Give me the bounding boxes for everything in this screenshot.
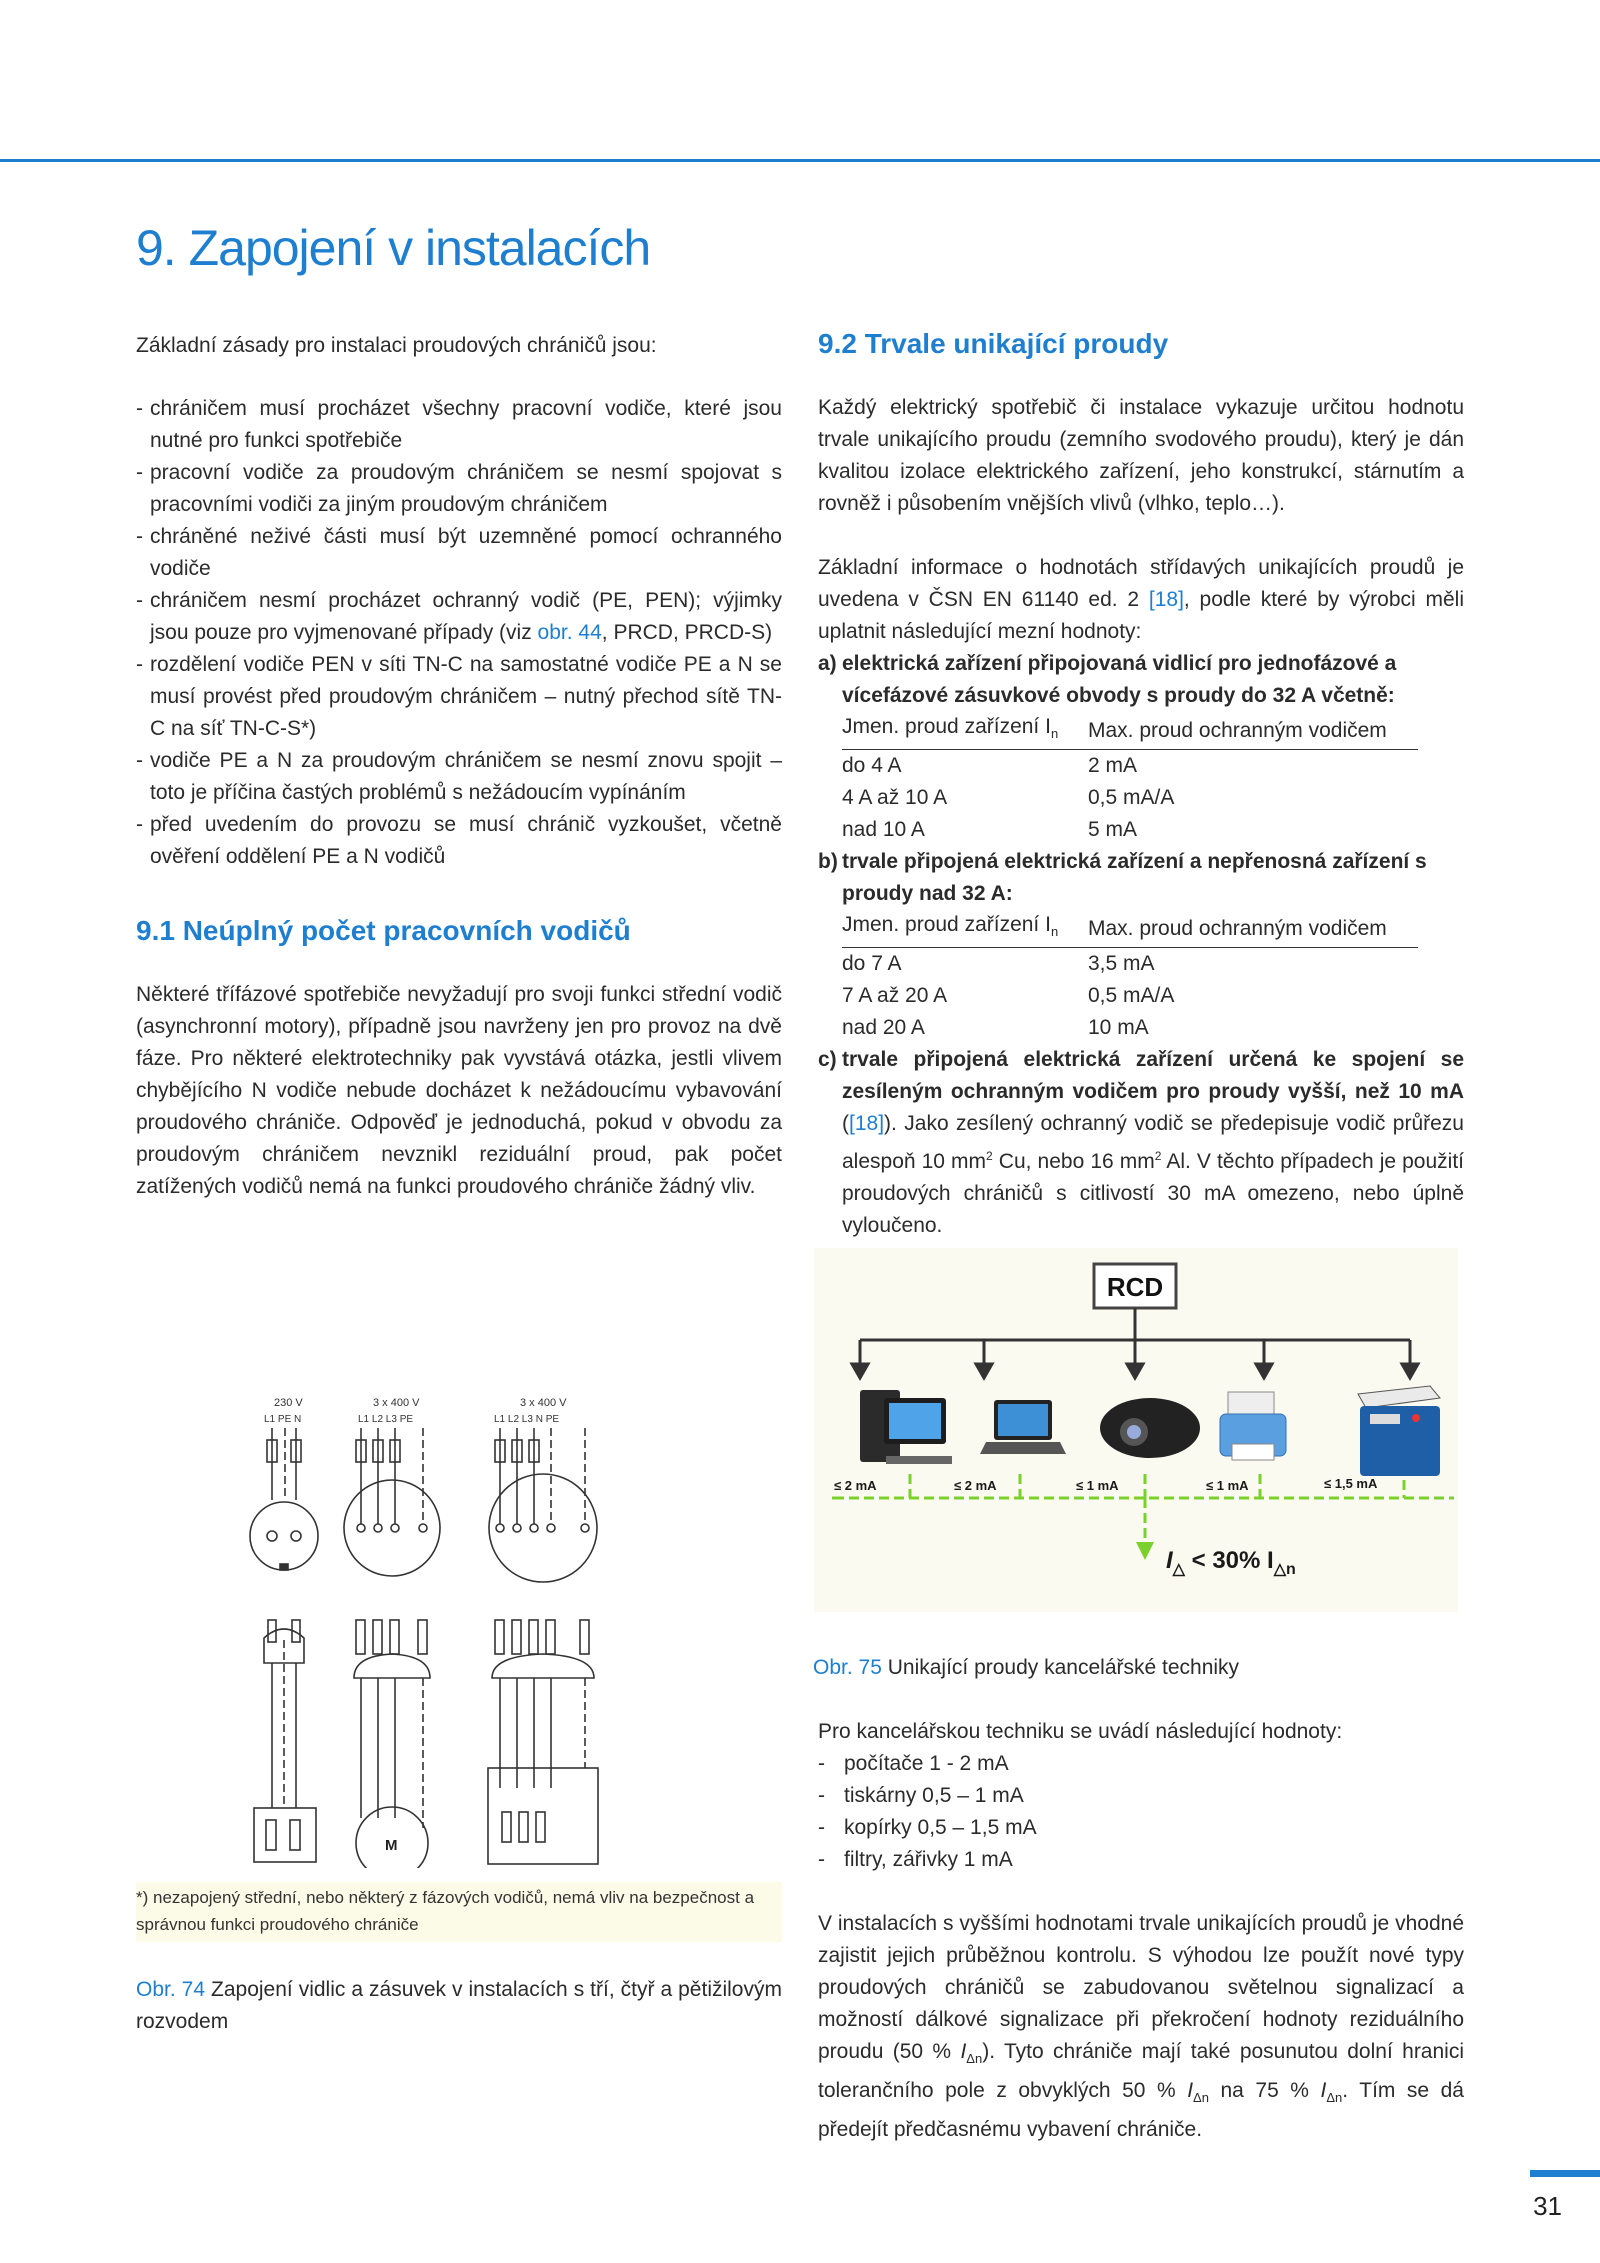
plug-socket-diagram (240, 1388, 620, 1868)
reference-link[interactable]: [18] (1148, 588, 1184, 611)
figure-ref[interactable]: Obr. 74 (136, 1978, 206, 2001)
section-title-9-1: 9.1 Neúplný počet pracovních vodičů (136, 915, 631, 946)
page-marker-bar (1530, 2170, 1600, 2177)
col-header: Jmen. proud zařízení $I_n$ (842, 712, 1088, 750)
laptop-icon (980, 1400, 1066, 1454)
paragraph: Základní informace o hodnotách střídavých unikajících proudů je uvedena v ČSN EN 61140 ed. 2 [18], podle které by výrobci měli uplatnit následující mezní hodnoty: (818, 556, 1464, 643)
voltage-label: 3 x 400 V (373, 1397, 420, 1409)
right-column (818, 326, 1464, 1242)
conductor-label: L1 L2 L3 N PE (494, 1414, 560, 1425)
paragraph: Každý elektrický spotřebič či instalace vykazuje určitou hodnotu trvale unikajícího proudu (zemního svodového proudu), který je dán kvalitou izolace elektrického zařízení, jeho konstrukcí, stárnutím a rovněž i působením vnějších vlivů (vlhko, teplo…). (818, 396, 1464, 515)
list-item: - chráněné neživé části musí být uzemněné pomocí ochranného vodiče (136, 521, 782, 585)
page-number: 31 (1533, 2191, 1562, 2221)
list-item: - počítače 1 - 2 mA (818, 1748, 1464, 1780)
table-a (842, 712, 1418, 846)
item-a: a) elektrická zařízení připojovaná vidlicí pro jednofázové a vícefázové zásuvkové obvody s proudy do 32 A včetně: (818, 652, 1397, 707)
figure-link[interactable]: obr. 44 (537, 621, 602, 644)
list-item: - chráničem nesmí procházet ochranný vodič (PE, PEN); výjimky jsou pouze pro vyjmenované případy (viz obr. 44, PRCD, PRCD-S) (136, 585, 782, 649)
paragraph: V instalacích s vyššími hodnotami trvale unikajících proudů je vhodné zajistit jejich průběžnou kontrolu. S výhodou lze použít nové typy proudových chráničů se zabudovanou světelnou signalizací a možností dálkové signalizace při překročení hodnoty reziduálního proudu (50 % $I_{\Delta n}$). Tyto chrániče mají také posunutou dolní hranici tolerančního pole z obvyklých 50 % $I_{\Delta n}$ na 75 % $I_{\Delta n}$. Tím se dá předejít předčasnému vybavení chrániče. (818, 1912, 1464, 2142)
figure-ref[interactable]: Obr. 75 (813, 1656, 882, 1679)
list-item: - kopírky 0,5 – 1,5 mA (818, 1812, 1464, 1844)
item-b: b) trvale připojená elektrická zařízení a nepřenosná zařízení s proudy nad 32 A: (818, 850, 1427, 906)
table-row: nad 10 A 5 mA (842, 818, 1138, 842)
section-text-9-1: Některé třífázové spotřebiče nevyžadují pro svoji funkci střední vodič (asynchronní motory), případně jsou navrženy jen pro provoz na dvě fáze. Pro některé elektrotechniky pak vyvstává otázka, jestli vlivem chybějícího N vodiče nebude docházet k nežádoucímu vybavování proudového chrániče. Odpověď je jednoduchá, pokud v obvodu za proudovým chráničem nevznikl reziduální proud, pak počet zatížených vodičů nemá na funkci proudového chrániče žádný vliv. (136, 983, 782, 1198)
col-header: Jmen. proud zařízení $I_n$ (842, 910, 1088, 948)
leakage-label: ≤ 1 mA (1206, 1478, 1249, 1493)
list-item: - pracovní vodiče za proudovým chráničem se nesmí spojovat s pracovními vodiči za jiným proudovým chráničem (136, 457, 782, 521)
left-column (136, 330, 782, 1203)
leakage-label: ≤ 1,5 mA (1324, 1476, 1378, 1491)
conductor-label: L1 L2 L3 PE (358, 1414, 414, 1425)
rules-list (136, 393, 782, 873)
list-item: - před uvedením do provozu se musí chránič vyzkoušet, včetně ověření oddělení PE a N vodičů (136, 809, 782, 873)
copier-icon (1358, 1386, 1440, 1476)
leakage-label: ≤ 2 mA (834, 1478, 877, 1493)
table-row: nad 20 A 10 mA (842, 1016, 1149, 1040)
office-values-list (813, 1748, 1464, 1876)
table-row: 7 A až 20 A 0,5 mA/A (842, 984, 1175, 1008)
table-row: do 4 A 2 mA (842, 754, 1138, 778)
list-item: - chráničem musí procházet všechny pracovní vodiče, které jsou nutné pro funkci spotřebiče (136, 393, 782, 457)
header-rule (0, 159, 1600, 162)
leakage-label: ≤ 2 mA (954, 1478, 997, 1493)
voltage-label: 3 x 400 V (520, 1397, 567, 1409)
motor-label: M (385, 1837, 398, 1854)
reference-link[interactable]: [18] (849, 1112, 885, 1136)
projector-icon (1100, 1398, 1200, 1458)
item-c: c) trvale připojená elektrická zařízení určená ke spojení se zesíleným ochranným vodičem pro proudy vyšší, než 10 mA ([18]). Jako zesílený ochranný vodič se předepisuje vodič průřezu alespoň 10 $mm^2$ Cu, nebo 16 $mm^2$ Al. V těchto případech je použití proudových chráničů s citlivostí 30 mA omezeno, nebo úplně vyloučeno. (818, 1048, 1464, 1238)
list-item: - vodiče PE a N za proudovým chráničem se nesmí znovu spojit – toto je příčina častých problémů s nežádoucím vypínáním (136, 745, 782, 809)
list-item: - rozdělení vodiče PEN v síti TN-C na samostatné vodiče PE a N se musí provést před proudovým chráničem – nutný přechod sítě TN-C na síť TN-C-S*) (136, 649, 782, 745)
col-header: Max. proud ochranným vodičem (1088, 712, 1418, 750)
col-header: Max. proud ochranným vodičem (1088, 910, 1418, 948)
list-item: - filtry, zářivky 1 mA (818, 1844, 1464, 1876)
leakage-formula: $I_\triangle < 30\%$ $I_{\triangle n}$ (1166, 1547, 1296, 1578)
table-row: do 7 A 3,5 mA (842, 952, 1155, 976)
voltage-label: 230 V (274, 1397, 303, 1409)
figure-75-caption: Obr. 75 Unikající proudy kancelářské techniky (813, 1656, 1240, 1679)
section-title-9-2: 9.2 Trvale unikající proudy (818, 328, 1169, 359)
leakage-label: ≤ 1 mA (1076, 1478, 1119, 1493)
office-intro: Pro kancelářskou techniku se uvádí následující hodnoty: (818, 1720, 1343, 1743)
rcd-leakage-figure (814, 1248, 1458, 1612)
right-column-lower (813, 1652, 1464, 2146)
conductor-label: L1 PE N (264, 1414, 302, 1425)
rules-intro: Základní zásady pro instalaci proudových chráničů jsou: (136, 334, 657, 357)
printer-icon (1220, 1392, 1286, 1460)
figure-74-caption: Obr. 74 Zapojení vidlic a zásuvek v instalacích s tří, čtyř a pětižilovým rozvodem (136, 1978, 782, 2033)
table-row: 4 A až 10 A 0,5 mA/A (842, 786, 1175, 810)
page-title: 9. Zapojení v instalacích (136, 220, 651, 276)
figure-footnote: *) nezapojený střední, nebo některý z fázových vodičů, nemá vliv na bezpečnost a správnou funkci proudového chrániče (136, 1882, 782, 1942)
table-b (842, 910, 1418, 1044)
list-item: - tiskárny 0,5 – 1 mA (818, 1780, 1464, 1812)
rcd-label: RCD (1106, 1272, 1164, 1302)
computer-icon (860, 1390, 952, 1464)
